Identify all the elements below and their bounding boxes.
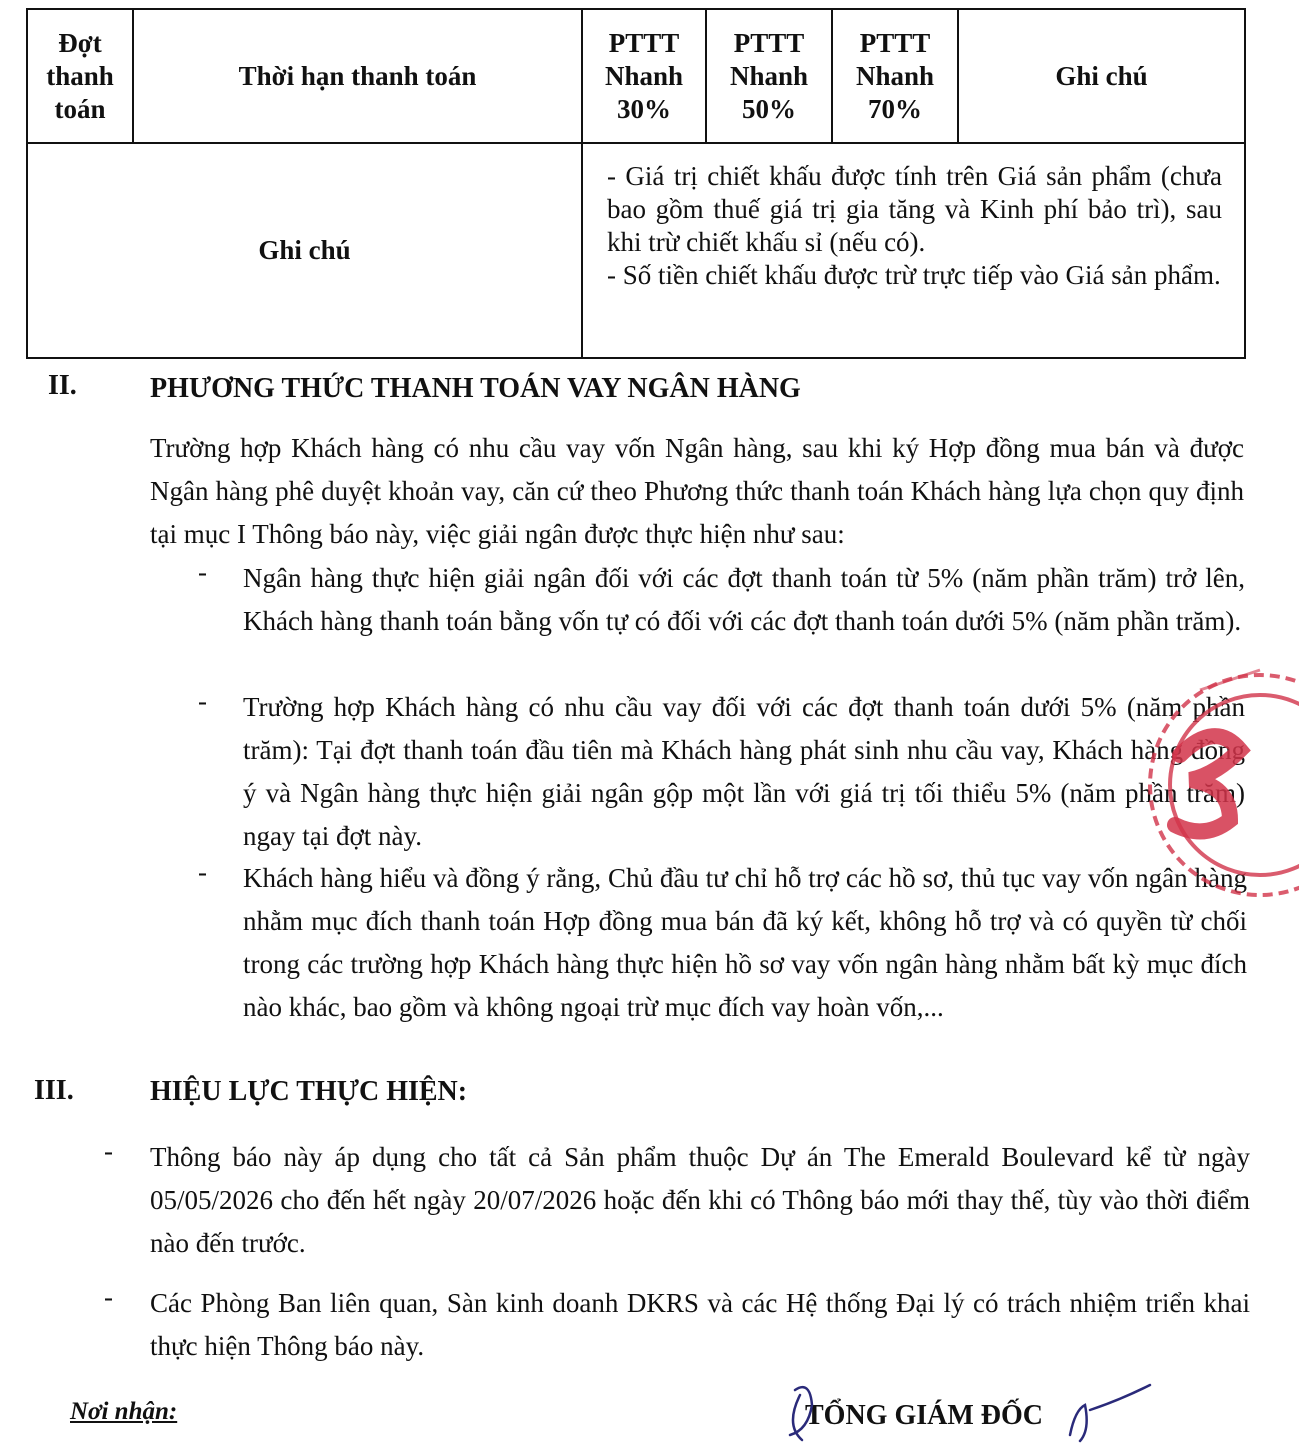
section-2-intro: Trường hợp Khách hàng có nhu cầu vay vốn Ngân hàng, sau khi ký Hợp đồng mua bán và được Ngân hàng phê duyệt khoản vay, căn cứ theo Phương thức thanh toán Khách hàng lựa chọn quy định tại mục I Thông báo này, việc giải ngân được thực hiện như sau: (150, 433, 1244, 549)
header-pttt-30: PTTT Nhanh 30% (582, 9, 706, 143)
note-row-label: Ghi chú (27, 143, 582, 358)
header-pttt-50: PTTT Nhanh 50% (706, 9, 832, 143)
company-stamp (1120, 660, 1299, 900)
section-3-item-1: Thông báo này áp dụng cho tất cả Sản phẩm thuộc Dự án The Emerald Boulevard kể từ ngày 05/05/2026 cho đến hết ngày 20/07/2026 hoặc đến khi có Thông báo mới thay thế, tùy vào thời điểm nào đến trước. (150, 1142, 1250, 1258)
table-note-row (27, 143, 1245, 358)
signature (740, 1375, 1160, 1444)
note-row-content (582, 143, 1245, 358)
header-dot-thanh-toan: Đợt thanh toán (27, 9, 133, 143)
table-header-row (27, 9, 1245, 143)
recipients-label: Nơi nhận: (70, 1398, 178, 1425)
bullet-dash: - (104, 1282, 113, 1312)
bullet-dash: - (198, 857, 207, 887)
section-2-number: II. (48, 370, 77, 401)
header-ghi-chu: Ghi chú (958, 9, 1245, 143)
section-3-title: HIỆU LỰC THỰC HIỆN: (150, 1076, 468, 1107)
bullet-dash: - (198, 557, 207, 587)
section-3-item-2: Các Phòng Ban liên quan, Sàn kinh doanh DKRS và các Hệ thống Đại lý có trách nhiệm triển khai thực hiện Thông báo này. (150, 1288, 1250, 1361)
section-2-item-3: Khách hàng hiểu và đồng ý rằng, Chủ đầu tư chỉ hỗ trợ các hồ sơ, thủ tục vay vốn ngân hàng nhằm mục đích thanh toán Hợp đồng mua bán đã ký kết, không hỗ trợ và có quyền từ chối trong các trường hợp Khách hàng thực hiện hồ sơ vay vốn ngân hàng nhằm bất kỳ mục đích nào khác, bao gồm và không ngoại trừ mục đích vay hoàn vốn,... (243, 863, 1247, 1022)
note-line-1: - Giá trị chiết khấu được tính trên Giá sản phẩm (chưa bao gồm thuế giá trị gia tăng và Kinh phí bảo trì), sau khi trừ chiết khấu sỉ (nếu có). (607, 161, 1222, 257)
header-thoi-han: Thời hạn thanh toán (133, 9, 582, 143)
section-2-item-2: Trường hợp Khách hàng có nhu cầu vay đối với các đợt thanh toán dưới 5% (năm phần trăm): Tại đợt thanh toán đầu tiên mà Khách hàng phát sinh nhu cầu vay, Khách hàng đồng ý và Ngân hàng thực hiện giải ngân gộp một lần với giá trị tối thiểu 5% (năm phần trăm) ngay tại đợt này. (243, 692, 1245, 851)
section-3-number: III. (34, 1075, 74, 1106)
bullet-dash: - (104, 1136, 113, 1166)
signer-title: TỔNG GIÁM ĐỐC (805, 1400, 1043, 1431)
bullet-dash: - (198, 686, 207, 716)
header-pttt-70: PTTT Nhanh 70% (832, 9, 958, 143)
section-2-item-1: Ngân hàng thực hiện giải ngân đối với các đợt thanh toán từ 5% (năm phần trăm) trở lên, Khách hàng thanh toán bằng vốn tự có đối với các đợt thanh toán dưới 5% (năm phần trăm). (243, 563, 1245, 636)
payment-table (26, 8, 1246, 359)
note-line-2: - Số tiền chiết khấu được trừ trực tiếp vào Giá sản phẩm. (607, 260, 1221, 290)
section-2-title: PHƯƠNG THỨC THANH TOÁN VAY NGÂN HÀNG (150, 373, 801, 404)
